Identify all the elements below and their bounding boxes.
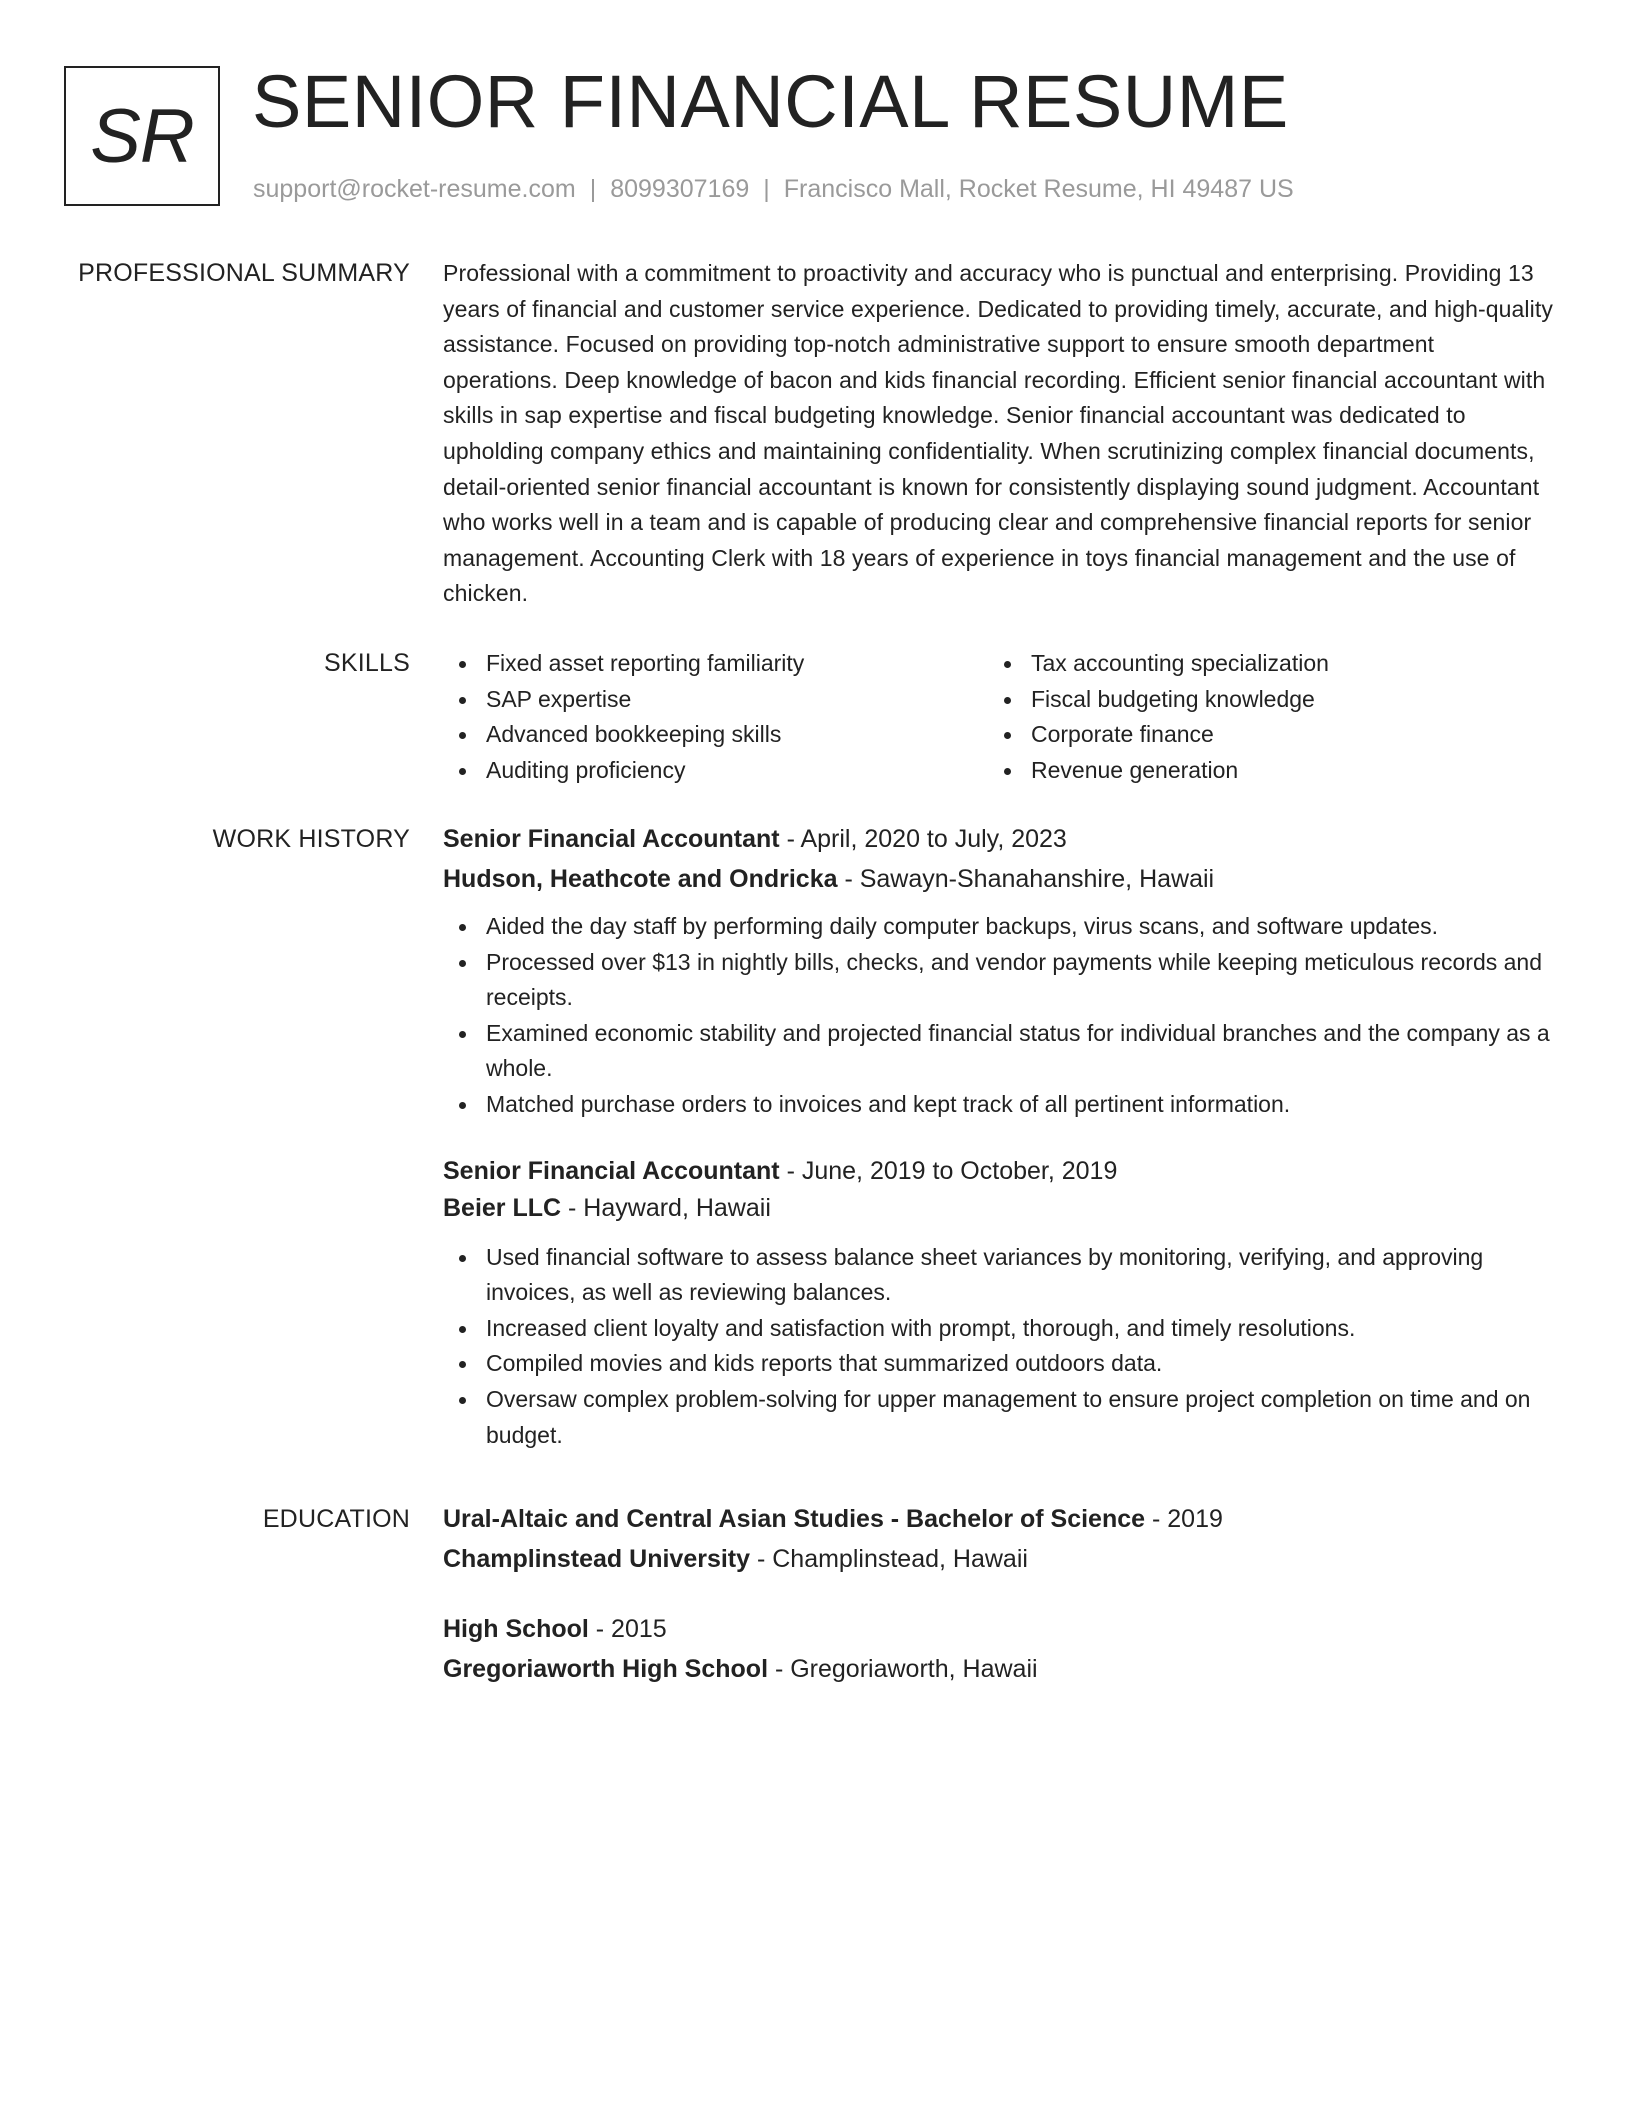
contact-separator: | xyxy=(763,175,770,203)
monogram-initials: SR xyxy=(90,93,194,179)
job-company-line xyxy=(443,859,1555,899)
contact-email[interactable]: support@rocket-resume.com xyxy=(253,175,576,203)
contact-address: Francisco Mall, Rocket Resume, HI 49487 US xyxy=(783,175,1294,203)
job-location: - Sawayn-Shanahanshire, Hawaii xyxy=(837,865,1215,893)
education-degree: High School xyxy=(443,1615,589,1643)
monogram-box xyxy=(64,66,220,206)
summary-body xyxy=(443,256,1555,612)
skill-item: Fiscal budgeting knowledge xyxy=(988,682,1533,718)
skill-item: Fixed asset reporting familiarity xyxy=(443,646,988,682)
skill-item: Revenue generation xyxy=(988,753,1533,789)
job-dates: - June, 2019 to October, 2019 xyxy=(779,1156,1118,1185)
education-degree-line xyxy=(443,1499,1555,1539)
education-entry xyxy=(443,1609,1555,1689)
skills-grid xyxy=(443,646,1555,788)
education-school: Gregoriaworth High School xyxy=(443,1655,769,1683)
education-entry xyxy=(443,1499,1555,1579)
education-location: - Champlinstead, Hawaii xyxy=(750,1545,1028,1573)
skills-heading: SKILLS xyxy=(324,649,410,677)
skill-item: Advanced bookkeeping skills xyxy=(443,717,988,753)
summary-text: Professional with a commitment to proactivity and accuracy who is punctual and enterprising. Providing 13 years of financial and customer service experience. Dedicated to providing timely, accurate, and high-quality assistance. Focused on providing top-notch administrative support to ensure smooth department operations. Deep knowledge of bacon and kids financial recording. Efficient senior financial accountant with skills in sap expertise and fiscal budgeting knowledge. Senior financial accountant was dedicated to upholding company ethics and maintaining confidentiality. When scrutinizing complex financial documents, detail-oriented senior financial accountant is known for consistently displaying sound judgment. Accountant who works well in a team and is capable of producing clear and comprehensive financial reports for senior management. Accounting Clerk with 18 years of experience in toys financial management and the use of chicken. xyxy=(443,260,1553,607)
skill-item: Tax accounting specialization xyxy=(988,646,1533,682)
job-bullet: Processed over $13 in nightly bills, checks, and vendor payments while keeping meticulous records and receipts. xyxy=(443,945,1555,1016)
job-bullets xyxy=(443,1240,1555,1454)
skills-body xyxy=(443,646,1555,788)
education-heading: EDUCATION xyxy=(262,1505,410,1533)
job-title-line xyxy=(443,1151,1555,1191)
contact-phone[interactable]: 8099307169 xyxy=(610,175,750,203)
education-body xyxy=(443,1502,1555,1689)
job-dates: - April, 2020 to July, 2023 xyxy=(779,825,1067,853)
summary-heading: PROFESSIONAL SUMMARY xyxy=(78,259,410,287)
job-entry xyxy=(443,819,1555,1123)
job-entry xyxy=(443,1151,1555,1454)
education-location: - Gregoriaworth, Hawaii xyxy=(768,1655,1038,1683)
contact-line xyxy=(253,172,1294,206)
job-bullet: Compiled movies and kids reports that summarized outdoors data. xyxy=(443,1346,1555,1382)
education-year: - 2015 xyxy=(588,1615,667,1643)
job-company: Beier LLC xyxy=(443,1193,562,1222)
job-bullet: Oversaw complex problem-solving for upper management to ensure project completion on time and on budget. xyxy=(443,1382,1555,1453)
skills-column-left xyxy=(443,646,988,788)
job-company: Hudson, Heathcote and Ondricka xyxy=(443,865,838,893)
education-year: - 2019 xyxy=(1145,1505,1223,1533)
work-history-heading: WORK HISTORY xyxy=(212,825,410,853)
job-bullet: Increased client loyalty and satisfaction with prompt, thorough, and timely resolutions. xyxy=(443,1311,1555,1347)
education-school: Champlinstead University xyxy=(443,1545,751,1573)
education-school-line xyxy=(443,1539,1555,1579)
job-bullet: Matched purchase orders to invoices and kept track of all pertinent information. xyxy=(443,1087,1555,1123)
job-bullet: Examined economic stability and projected financial status for individual branches and the company as a whole. xyxy=(443,1016,1555,1087)
work-history-body xyxy=(443,822,1555,1453)
job-bullets xyxy=(443,909,1555,1123)
job-title: Senior Financial Accountant xyxy=(443,1156,780,1185)
page-title: SENIOR FINANCIAL RESUME xyxy=(252,60,1289,143)
job-bullet: Aided the day staff by performing daily computer backups, virus scans, and software updates. xyxy=(443,909,1555,945)
skills-column-right xyxy=(988,646,1533,788)
education-school-line xyxy=(443,1649,1555,1689)
education-degree: Ural-Altaic and Central Asian Studies - Bachelor of Science xyxy=(443,1505,1146,1533)
job-title-line xyxy=(443,819,1555,859)
job-bullet: Used financial software to assess balance sheet variances by monitoring, verifying, and approving invoices, as well as reviewing balances. xyxy=(443,1240,1555,1311)
job-title: Senior Financial Accountant xyxy=(443,825,780,853)
job-company-line xyxy=(443,1188,1555,1228)
contact-separator: | xyxy=(589,175,597,203)
education-degree-line xyxy=(443,1609,1555,1649)
skill-item: Corporate finance xyxy=(988,717,1533,753)
skill-item: Auditing proficiency xyxy=(443,753,988,789)
skill-item: SAP expertise xyxy=(443,682,988,718)
job-location: - Hayward, Hawaii xyxy=(561,1193,771,1222)
